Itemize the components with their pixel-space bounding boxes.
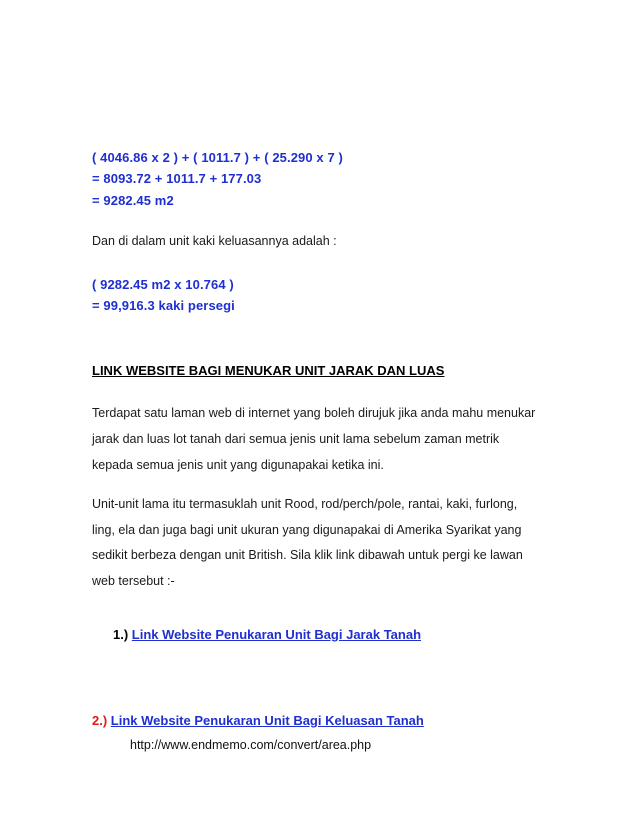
calc-line-1: ( 4046.86 x 2 ) + ( 1011.7 ) + ( 25.290 x 7 ) [92, 150, 343, 165]
link-keluasan-tanah[interactable]: Link Website Penukaran Unit Bagi Keluasan Tanah [110, 713, 424, 728]
para1-line-3: kepada semua jenis unit yang digunapakai ketika ini. [92, 458, 384, 472]
link-item-1 [113, 627, 421, 642]
intro-text: Dan di dalam unit kaki keluasannya adalah : [92, 234, 337, 248]
para2-line-2: ling, ela dan juga bagi unit ukuran yang digunapakai di Amerika Syarikat yang [92, 523, 522, 537]
calc-line-3: = 9282.45 m2 [92, 193, 174, 208]
link-number-1: 1.) [113, 627, 129, 642]
para2-line-1: Unit-unit lama itu termasuklah unit Rood, rod/perch/pole, rantai, kaki, furlong, [92, 497, 518, 511]
calc2-line-1: ( 9282.45 m2 x 10.764 ) [92, 277, 234, 292]
para2-line-3: sedikit berbeza dengan unit British. Sila klik link dibawah untuk pergi ke lawan [92, 548, 523, 562]
calc2-line-2: = 99,916.3 kaki persegi [92, 298, 235, 313]
section-heading: LINK WEBSITE BAGI MENUKAR UNIT JARAK DAN LUAS [92, 363, 445, 378]
link-jarak-tanah[interactable]: Link Website Penukaran Unit Bagi Jarak Tanah [131, 627, 422, 642]
link-item-2 [92, 713, 424, 728]
area-converter-url[interactable]: http://www.endmemo.com/convert/area.php [130, 738, 372, 752]
para2-line-4: web tersebut :- [92, 574, 175, 588]
calc-line-2: = 8093.72 + 1011.7 + 177.03 [92, 171, 262, 186]
link-number-2: 2.) [92, 713, 108, 728]
para1-line-2: jarak dan luas lot tanah dari semua jenis unit lama sebelum zaman metrik [92, 432, 500, 446]
para1-line-1: Terdapat satu laman web di internet yang boleh dirujuk jika anda mahu menukar [92, 406, 536, 420]
